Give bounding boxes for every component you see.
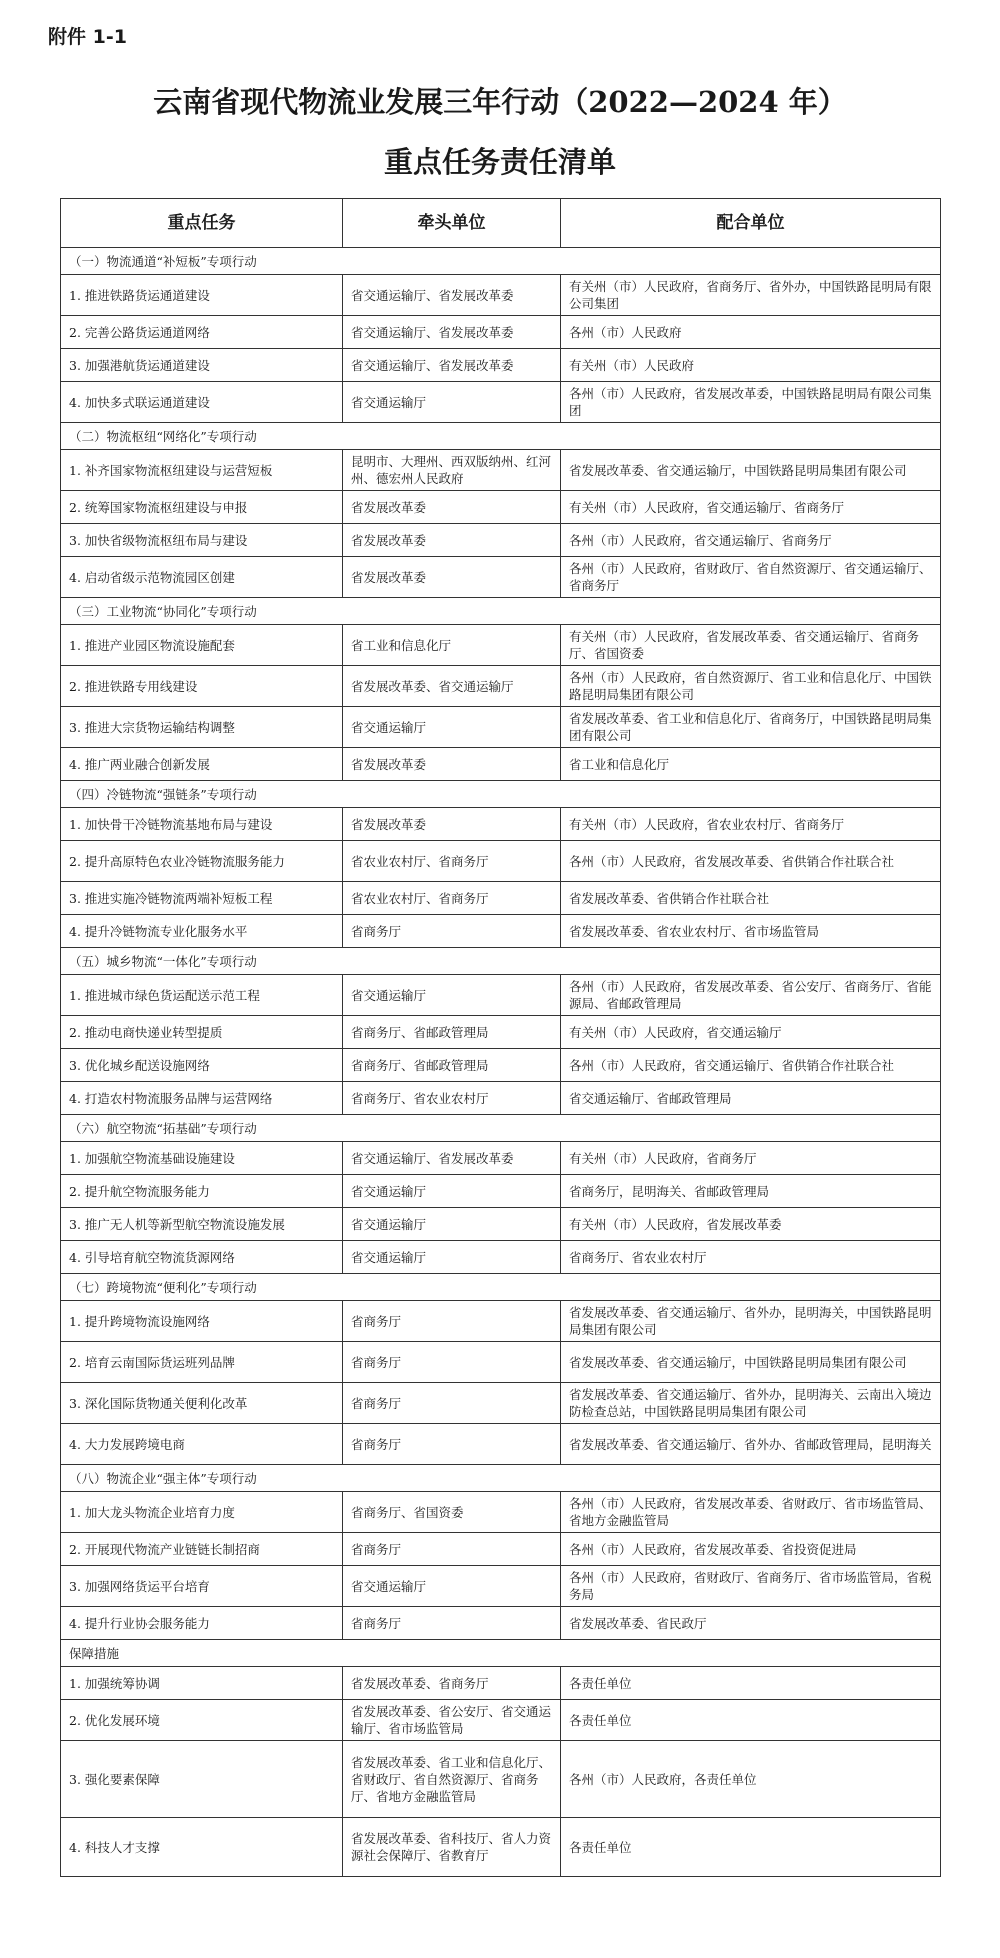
coop-unit-cell: 省发展改革委、省供销合作社联合社 [561,882,941,915]
coop-unit-cell: 省交通运输厅、省邮政管理局 [561,1082,941,1115]
task-cell: 3. 加强港航货运通道建设 [61,349,343,382]
task-cell: 4. 启动省级示范物流园区创建 [61,557,343,598]
task-cell: 2. 优化发展环境 [61,1700,343,1741]
section-row [61,1274,941,1301]
lead-unit-cell: 省发展改革委 [343,808,561,841]
coop-unit-cell: 各州（市）人民政府 [561,316,941,349]
responsibility-table [60,198,941,1877]
table-row [61,1383,941,1424]
lead-unit-cell: 省发展改革委、省公安厅、省交通运输厅、省市场监管局 [343,1700,561,1741]
task-cell: 4. 提升行业协会服务能力 [61,1607,343,1640]
lead-unit-cell: 昆明市、大理州、西双版纳州、红河州、德宏州人民政府 [343,450,561,491]
task-cell: 1. 加大龙头物流企业培育力度 [61,1492,343,1533]
section-row [61,781,941,808]
table-header-row [61,199,941,248]
table-row [61,1424,941,1465]
lead-unit-cell: 省发展改革委 [343,748,561,781]
task-cell: 1. 提升跨境物流设施网络 [61,1301,343,1342]
coop-unit-cell: 有关州（市）人民政府，省交通运输厅、省商务厅 [561,491,941,524]
table-row [61,1142,941,1175]
task-cell: 3. 加强网络货运平台培育 [61,1566,343,1607]
coop-unit-cell: 各州（市）人民政府，各责任单位 [561,1741,941,1818]
table-row [61,666,941,707]
section-row [61,248,941,275]
section-row [61,948,941,975]
coop-unit-cell: 各州（市）人民政府，省自然资源厅、省工业和信息化厅、中国铁路昆明局集团有限公司 [561,666,941,707]
lead-unit-cell: 省交通运输厅 [343,1241,561,1274]
lead-unit-cell: 省商务厅、省农业农村厅 [343,1082,561,1115]
task-cell: 4. 提升冷链物流专业化服务水平 [61,915,343,948]
coop-unit-cell: 省发展改革委、省交通运输厅，中国铁路昆明局集团有限公司 [561,450,941,491]
table-row [61,1082,941,1115]
table-row [61,1533,941,1566]
lead-unit-cell: 省商务厅 [343,1342,561,1383]
table-row [61,491,941,524]
table-row [61,707,941,748]
coop-unit-cell: 各州（市）人民政府，省发展改革委、省财政厅、省市场监管局、省地方金融监管局 [561,1492,941,1533]
table-row [61,1301,941,1342]
section-title: （二）物流枢纽“网络化”专项行动 [61,423,941,450]
coop-unit-cell: 各责任单位 [561,1667,941,1700]
coop-unit-cell: 各州（市）人民政府，省交通运输厅、省商务厅 [561,524,941,557]
task-cell: 1. 加快骨干冷链物流基地布局与建设 [61,808,343,841]
table-row [61,1700,941,1741]
lead-unit-cell: 省商务厅 [343,1533,561,1566]
task-cell: 4. 引导培育航空物流货源网络 [61,1241,343,1274]
task-cell: 1. 加强航空物流基础设施建设 [61,1142,343,1175]
coop-unit-cell: 省发展改革委、省交通运输厅、省外办，昆明海关，中国铁路昆明局集团有限公司 [561,1301,941,1342]
coop-unit-cell: 各州（市）人民政府，省发展改革委，中国铁路昆明局有限公司集团 [561,382,941,423]
lead-unit-cell: 省商务厅 [343,1301,561,1342]
table-row [61,1607,941,1640]
coop-unit-cell: 各州（市）人民政府，省财政厅、省商务厅、省市场监管局，省税务局 [561,1566,941,1607]
lead-unit-cell: 省发展改革委、省交通运输厅 [343,666,561,707]
coop-unit-cell: 各州（市）人民政府，省发展改革委、省投资促进局 [561,1533,941,1566]
task-cell: 3. 推进实施冷链物流两端补短板工程 [61,882,343,915]
section-title: （三）工业物流“协同化”专项行动 [61,598,941,625]
column-header-lead: 牵头单位 [343,199,561,248]
task-cell: 2. 提升高原特色农业冷链物流服务能力 [61,841,343,882]
task-cell: 1. 补齐国家物流枢纽建设与运营短板 [61,450,343,491]
task-cell: 3. 加快省级物流枢纽布局与建设 [61,524,343,557]
lead-unit-cell: 省交通运输厅 [343,975,561,1016]
lead-unit-cell: 省交通运输厅、省发展改革委 [343,275,561,316]
lead-unit-cell: 省商务厅 [343,1607,561,1640]
task-cell: 4. 推广两业融合创新发展 [61,748,343,781]
section-title: （八）物流企业“强主体”专项行动 [61,1465,941,1492]
task-cell: 1. 推进产业园区物流设施配套 [61,625,343,666]
task-cell: 3. 推进大宗货物运输结构调整 [61,707,343,748]
coop-unit-cell: 省发展改革委、省交通运输厅、省外办，昆明海关、云南出入境边防检查总站，中国铁路昆明局集团有限公司 [561,1383,941,1424]
table-row [61,1818,941,1877]
coop-unit-cell: 各州（市）人民政府，省交通运输厅、省供销合作社联合社 [561,1049,941,1082]
lead-unit-cell: 省发展改革委 [343,557,561,598]
lead-unit-cell: 省交通运输厅、省发展改革委 [343,316,561,349]
coop-unit-cell: 省发展改革委、省交通运输厅，中国铁路昆明局集团有限公司 [561,1342,941,1383]
lead-unit-cell: 省农业农村厅、省商务厅 [343,882,561,915]
coop-unit-cell: 省发展改革委、省工业和信息化厅、省商务厅，中国铁路昆明局集团有限公司 [561,707,941,748]
table-row [61,1492,941,1533]
lead-unit-cell: 省交通运输厅 [343,1175,561,1208]
table-row [61,349,941,382]
task-cell: 4. 大力发展跨境电商 [61,1424,343,1465]
lead-unit-cell: 省发展改革委、省科技厅、省人力资源社会保障厅、省教育厅 [343,1818,561,1877]
task-cell: 4. 打造农村物流服务品牌与运营网络 [61,1082,343,1115]
task-cell: 1. 推进城市绿色货运配送示范工程 [61,975,343,1016]
lead-unit-cell: 省商务厅 [343,915,561,948]
document-subtitle: 重点任务责任清单 [383,145,616,179]
coop-unit-cell: 省发展改革委、省农业农村厅、省市场监管局 [561,915,941,948]
lead-unit-cell: 省商务厅、省国资委 [343,1492,561,1533]
table-row [61,1016,941,1049]
lead-unit-cell: 省商务厅 [343,1424,561,1465]
table-row [61,1566,941,1607]
task-cell: 3. 优化城乡配送设施网络 [61,1049,343,1082]
table-body [61,248,941,1877]
lead-unit-cell: 省交通运输厅、省发展改革委 [343,349,561,382]
section-row [61,598,941,625]
table-row [61,841,941,882]
task-cell: 2. 统筹国家物流枢纽建设与申报 [61,491,343,524]
task-cell: 2. 推进铁路专用线建设 [61,666,343,707]
table-row [61,1208,941,1241]
table-row [61,524,941,557]
table-row [61,882,941,915]
lead-unit-cell: 省工业和信息化厅 [343,625,561,666]
column-header-coop: 配合单位 [561,199,941,248]
task-cell: 2. 推动电商快递业转型提质 [61,1016,343,1049]
lead-unit-cell: 省交通运输厅、省发展改革委 [343,1142,561,1175]
table-row [61,1175,941,1208]
coop-unit-cell: 各责任单位 [561,1818,941,1877]
section-row [61,1115,941,1142]
table-row [61,975,941,1016]
coop-unit-cell: 各州（市）人民政府，省发展改革委、省公安厅、省商务厅、省能源局、省邮政管理局 [561,975,941,1016]
coop-unit-cell: 省发展改革委、省民政厅 [561,1607,941,1640]
coop-unit-cell: 各州（市）人民政府，省财政厅、省自然资源厅、省交通运输厅、省商务厅 [561,557,941,598]
section-row [61,423,941,450]
table-row [61,1667,941,1700]
section-title: （一）物流通道“补短板”专项行动 [61,248,941,275]
lead-unit-cell: 省农业农村厅、省商务厅 [343,841,561,882]
lead-unit-cell: 省发展改革委、省工业和信息化厅、省财政厅、省自然资源厅、省商务厅、省地方金融监管局 [343,1741,561,1818]
coop-unit-cell: 有关州（市）人民政府，省商务厅 [561,1142,941,1175]
coop-unit-cell: 有关州（市）人民政府，省发展改革委 [561,1208,941,1241]
section-title: （七）跨境物流“便利化”专项行动 [61,1274,941,1301]
coop-unit-cell: 省商务厅，昆明海关、省邮政管理局 [561,1175,941,1208]
lead-unit-cell: 省商务厅 [343,1383,561,1424]
section-title: （六）航空物流“拓基础”专项行动 [61,1115,941,1142]
lead-unit-cell: 省发展改革委、省商务厅 [343,1667,561,1700]
section-title: （四）冷链物流“强链条”专项行动 [61,781,941,808]
lead-unit-cell: 省商务厅、省邮政管理局 [343,1049,561,1082]
task-cell: 2. 完善公路货运通道网络 [61,316,343,349]
document-title: 云南省现代物流业发展三年行动（2022—2024 年） [153,85,847,119]
lead-unit-cell: 省交通运输厅 [343,382,561,423]
table-row [61,1241,941,1274]
attachment-label: 附件 1-1 [48,26,127,48]
lead-unit-cell: 省交通运输厅 [343,1208,561,1241]
section-row [61,1640,941,1667]
table-row [61,748,941,781]
section-row [61,1465,941,1492]
task-cell: 2. 提升航空物流服务能力 [61,1175,343,1208]
table-row [61,1741,941,1818]
coop-unit-cell: 有关州（市）人民政府 [561,349,941,382]
coop-unit-cell: 有关州（市）人民政府，省交通运输厅 [561,1016,941,1049]
column-header-task: 重点任务 [61,199,343,248]
task-cell: 3. 强化要素保障 [61,1741,343,1818]
table-row [61,382,941,423]
table-row [61,1342,941,1383]
coop-unit-cell: 有关州（市）人民政府，省农业农村厅、省商务厅 [561,808,941,841]
coop-unit-cell: 各州（市）人民政府，省发展改革委、省供销合作社联合社 [561,841,941,882]
coop-unit-cell: 各责任单位 [561,1700,941,1741]
coop-unit-cell: 有关州（市）人民政府，省商务厅、省外办，中国铁路昆明局有限公司集团 [561,275,941,316]
table-row [61,1049,941,1082]
lead-unit-cell: 省交通运输厅 [343,1566,561,1607]
table-row [61,450,941,491]
section-title: 保障措施 [61,1640,941,1667]
task-cell: 3. 推广无人机等新型航空物流设施发展 [61,1208,343,1241]
table-row [61,316,941,349]
table-row [61,557,941,598]
lead-unit-cell: 省发展改革委 [343,491,561,524]
lead-unit-cell: 省发展改革委 [343,524,561,557]
task-cell: 4. 加快多式联运通道建设 [61,382,343,423]
coop-unit-cell: 省发展改革委、省交通运输厅、省外办、省邮政管理局，昆明海关 [561,1424,941,1465]
task-cell: 2. 开展现代物流产业链链长制招商 [61,1533,343,1566]
coop-unit-cell: 省商务厅、省农业农村厅 [561,1241,941,1274]
table-row [61,808,941,841]
task-cell: 3. 深化国际货物通关便利化改革 [61,1383,343,1424]
task-cell: 1. 推进铁路货运通道建设 [61,275,343,316]
table-row [61,915,941,948]
table-row [61,625,941,666]
task-cell: 4. 科技人才支撑 [61,1818,343,1877]
coop-unit-cell: 省工业和信息化厅 [561,748,941,781]
coop-unit-cell: 有关州（市）人民政府，省发展改革委、省交通运输厅、省商务厅、省国资委 [561,625,941,666]
table-row [61,275,941,316]
section-title: （五）城乡物流“一体化”专项行动 [61,948,941,975]
task-cell: 2. 培育云南国际货运班列品牌 [61,1342,343,1383]
lead-unit-cell: 省商务厅、省邮政管理局 [343,1016,561,1049]
task-cell: 1. 加强统筹协调 [61,1667,343,1700]
lead-unit-cell: 省交通运输厅 [343,707,561,748]
